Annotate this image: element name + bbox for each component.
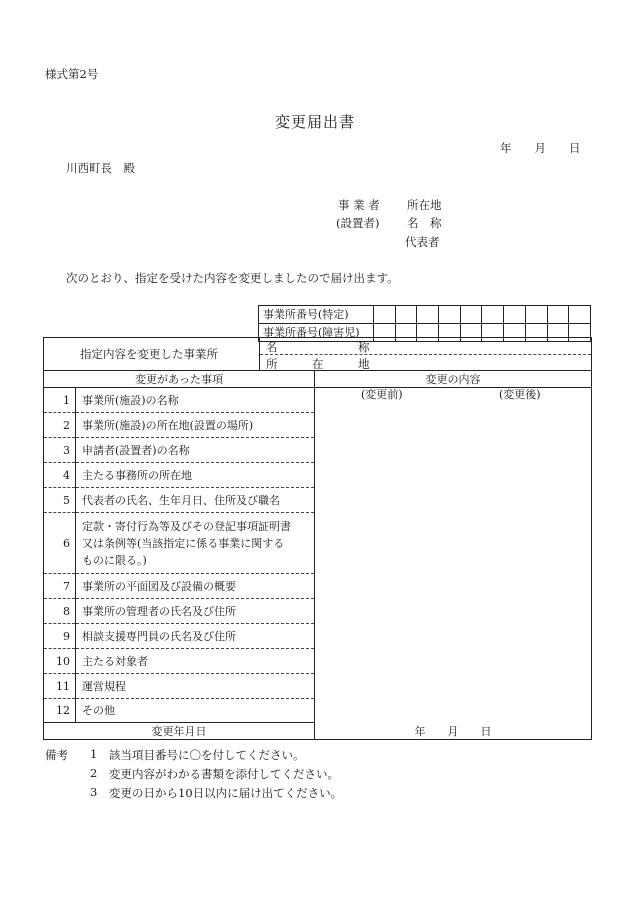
item-number: 10 [44,649,76,674]
changed-office-box [43,337,592,370]
digit-cell[interactable] [395,306,417,324]
item-text: 代表者の氏名、生年月日、住所及び職名 [76,488,315,513]
digit-cell[interactable] [439,306,461,324]
office-number-label-specified: 事業所番号(特定) [259,306,374,324]
change-items-table [43,370,592,740]
applicant-address-label: 所在地 [407,198,442,212]
item-text: 事業所の平面図及び設備の概要 [76,574,315,599]
notes-label: 備考 [45,748,68,762]
changed-office-label: 指定内容を変更した事業所 [80,347,218,361]
item-number: 4 [44,463,76,488]
note-text: 該当項目番号に〇を付してください。 [109,748,305,762]
item-text: 主たる対象者 [76,649,315,674]
item-number: 2 [44,413,76,438]
item-text: 運営規程 [76,674,315,699]
office-address-label: 所 在 地 [266,357,370,371]
item-text: その他 [76,699,315,723]
digit-cell[interactable] [417,306,439,324]
item-number: 6 [44,513,76,574]
table-row[interactable] [44,388,592,413]
item-number: 7 [44,574,76,599]
office-name-label: 名 称 [266,340,370,354]
change-date-label: 変更年月日 [44,723,315,740]
items-header: 変更があった事項 [44,371,315,388]
applicant-name-label: 名 称 [407,216,442,230]
digit-cell[interactable] [569,306,591,324]
applicant-label: 事 業 者 [338,198,380,212]
digit-cell[interactable] [547,306,569,324]
digit-cell[interactable] [374,306,396,324]
office-number-label-disability: 事業所番号(障害児) [259,324,374,342]
note-number: 2 [90,766,98,780]
applicant-setter-label: (設置者) [336,216,380,230]
item-text: 事業所(施設)の所在地(設置の場所) [76,413,315,438]
form-number: 様式第2号 [45,67,99,81]
item-text: 主たる事務所の所在地 [76,463,315,488]
submission-date[interactable]: 年 月 日 [500,141,581,155]
intro-text: 次のとおり、指定を受けた内容を変更しましたので届け出ます。 [66,271,399,285]
item-text: 事業所(施設)の名称 [76,388,315,413]
item-text: 事業所の管理者の氏名及び住所 [76,599,315,624]
note-text: 変更の日から10日以内に届け出てください。 [109,786,343,800]
change-date-value[interactable]: 年 月 日 [315,723,592,740]
change-date-row [44,723,592,740]
digit-cell[interactable] [504,306,526,324]
after-label: (変更後) [499,388,541,401]
item-number: 3 [44,438,76,463]
item-number: 11 [44,674,76,699]
digit-cell[interactable] [460,306,482,324]
item-number: 12 [44,699,76,723]
table-header-row [44,371,592,388]
office-number-row-specified [259,306,591,324]
item-number: 5 [44,488,76,513]
note-number: 3 [90,785,98,799]
addressee: 川西町長 殿 [66,161,135,175]
note-text: 変更内容がわかる書類を添付してください。 [109,767,339,781]
before-label: (変更前) [361,388,403,401]
document-title: 変更届出書 [275,113,356,131]
note-number: 1 [90,747,98,761]
digit-cell[interactable] [482,306,504,324]
item-number: 1 [44,388,76,413]
digit-cell[interactable] [525,306,547,324]
applicant-rep-label: 代表者 [405,235,440,249]
change-content-area[interactable] [315,388,592,723]
item-text: 申請者(設置者)の名称 [76,438,315,463]
item-text: 相談支援専門員の氏名及び住所 [76,624,315,649]
item-number: 9 [44,624,76,649]
office-address-field[interactable] [260,354,591,370]
office-name-field[interactable] [260,338,591,355]
item-number: 8 [44,599,76,624]
item-text: 定款・寄付行為等及びその登記事項証明書 又は条例等(当該指定に係る事業に関する ものに限る。) [76,513,315,574]
content-header: 変更の内容 [315,371,592,388]
